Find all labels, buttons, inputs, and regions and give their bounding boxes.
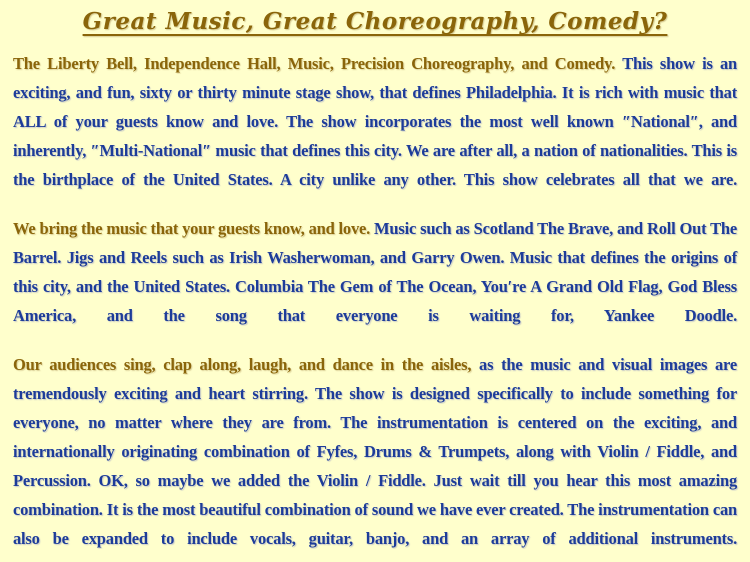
paragraph-show-overview-lead: The Liberty Bell, Independence Hall, Music, Precision Choreography, and Comedy. [13,54,616,73]
paragraph-music-selection-lead: We bring the music that your guests know, and love. [13,219,371,238]
paragraph-music-selection-body: Music such as Scotland The Brave, and Roll Out The Barrel. Jigs and Reels such as Irish Washerwoman, and Garry Owen. Music that defines the origins of this city, and the United States. Columbia The Gem of The Ocean, You′re A Grand Old Flag, God Bless America, and the song that everyone is waiting for, Yankee Doodle. [13,219,737,325]
paragraph-audience-instrumentation [13,350,737,553]
paragraph-audience-instrumentation-lead: Our audiences sing, clap along, laugh, and dance in the aisles, [13,355,472,374]
page-title [13,8,737,35]
paragraph-show-overview [13,49,737,194]
paragraph-audience-instrumentation-body: as the music and visual images are tremendously exciting and heart stirring. The show is designed specifically to include something for everyone, no matter where they are from. The instrumentation is centered on the exciting, and internationally originating combination of Fyfes, Drums & Trumpets, along with Violin / Fiddle, and Percussion. OK, so maybe we added the Violin / Fiddle. Just wait till you hear this most amazing combination. It is the most beautiful combination of sound we have ever created. The instrumentation can also be expanded to include vocals, guitar, banjo, and an array of additional instruments. [13,355,737,548]
paragraph-music-selection [13,214,737,330]
paragraph-show-overview-body: This show is an exciting, and fun, sixty or thirty minute stage show, that defines Philadelphia. It is rich with music that ALL of your guests know and love. The show incorporates the most well known ″National″, and inherently, ″Multi-National″ music that defines this city. We are after all, a nation of nationalities. This is the birthplace of the United States. A city unlike any other. This show celebrates all that we are. [13,54,737,189]
page-title-text: Great Music, Great Choreography, Comedy? [82,8,668,35]
